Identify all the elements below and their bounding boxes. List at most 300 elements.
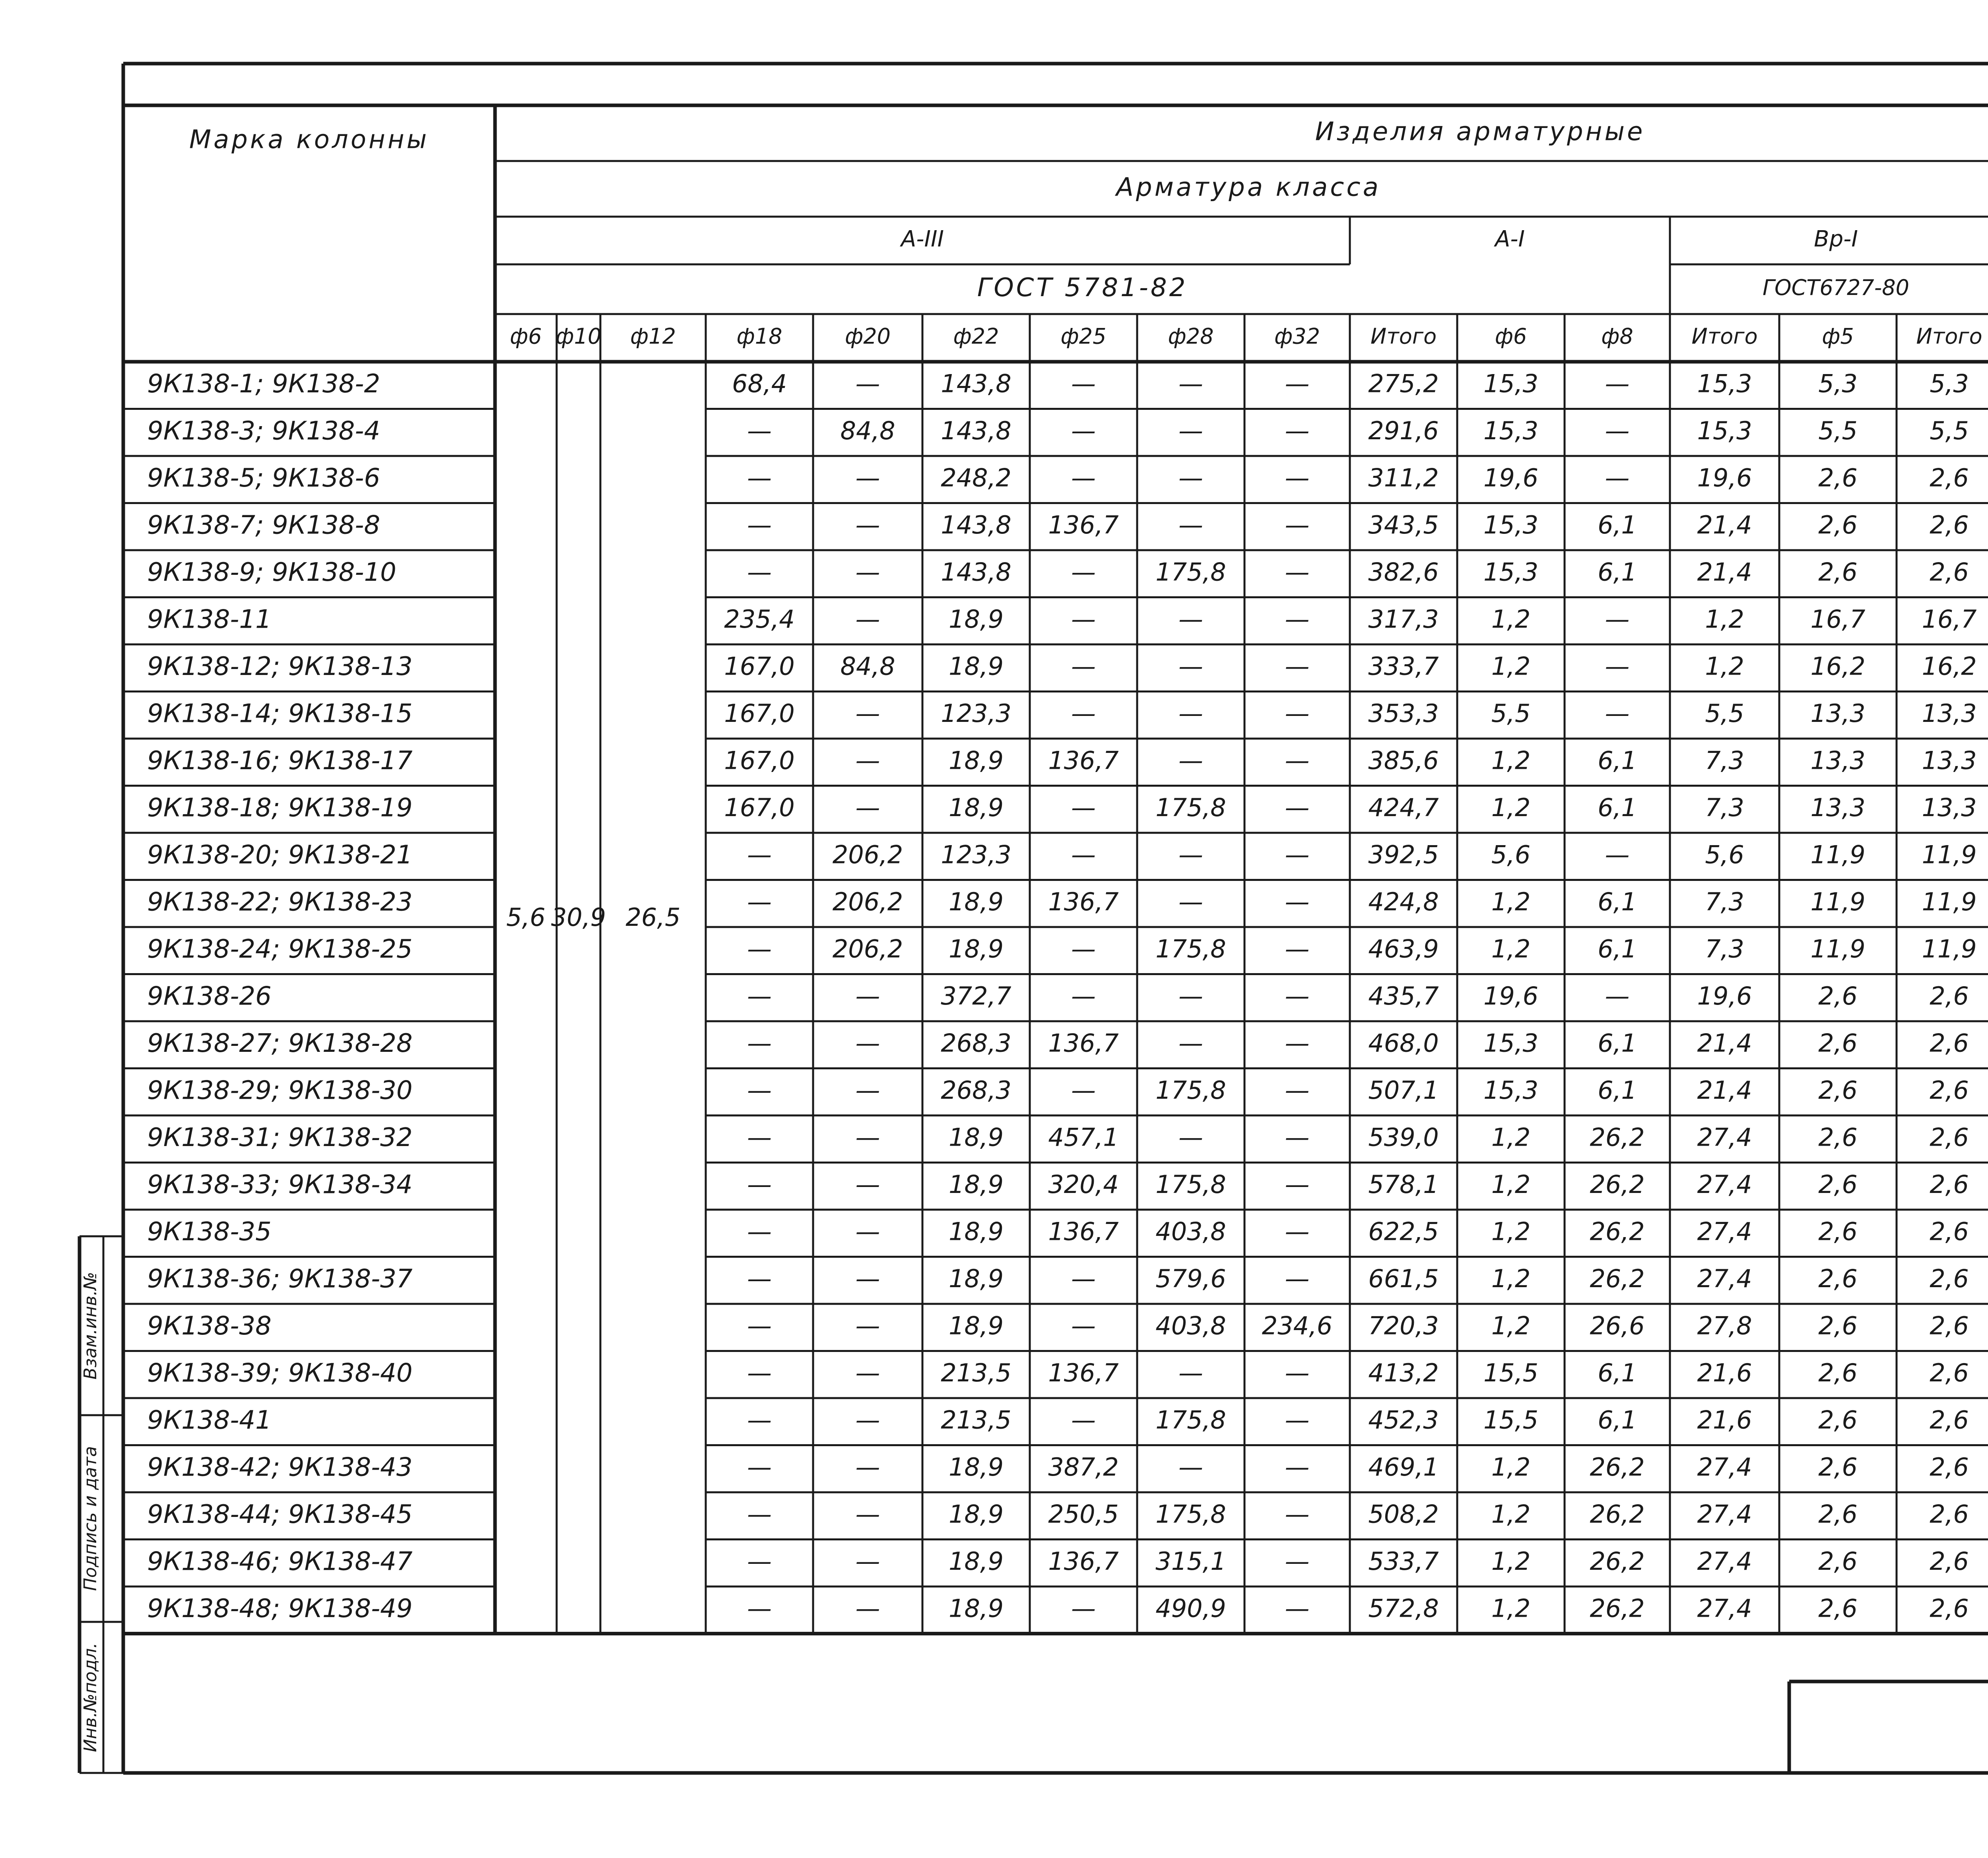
cell-f18: — (747, 463, 772, 493)
cell-a3_total: 424,7 (1368, 793, 1439, 822)
cell-a1_f8: 26,2 (1590, 1594, 1645, 1623)
cell-f25: 250,5 (1048, 1499, 1119, 1529)
cell-f20: — (855, 1594, 880, 1623)
cell-vr_total: 2,6 (1930, 1546, 1969, 1576)
cell-f25: — (1071, 1405, 1096, 1435)
cell-vr_total: 11,9 (1922, 934, 1977, 964)
row-mark: 9К138-5; 9К138-6 (147, 463, 381, 493)
row-mark: 9К138-26 (147, 981, 272, 1011)
cell-vr_f5: 2,6 (1818, 1264, 1858, 1293)
cell-a1_f6: 19,6 (1483, 463, 1539, 493)
cell-vr_f5: 2,6 (1818, 463, 1858, 493)
cell-a1_total: 27,4 (1697, 1264, 1752, 1293)
cell-a3_total: 661,5 (1368, 1264, 1439, 1293)
row-mark: 9К138-41 (147, 1405, 272, 1435)
cell-vr_f5: 2,6 (1818, 1546, 1858, 1576)
cell-a1_f8: 6,1 (1598, 934, 1637, 964)
cell-a1_f8: 6,1 (1598, 1028, 1637, 1058)
cell-f25: 136,7 (1048, 887, 1119, 916)
cell-a3_total: 311,2 (1368, 463, 1439, 493)
cell-a1_f8: 26,2 (1590, 1217, 1645, 1246)
row-mark: 9К138-7; 9К138-8 (147, 510, 381, 540)
cell-a3_total: 469,1 (1368, 1452, 1439, 1482)
cell-f20: — (855, 746, 880, 775)
cell-a1_total: 1,2 (1705, 652, 1744, 681)
cell-vr_f5: 11,9 (1810, 840, 1866, 869)
cell-f22: 248,2 (941, 463, 1011, 493)
cell-vr_total: 2,6 (1930, 1358, 1969, 1387)
cell-f32: — (1285, 1264, 1310, 1293)
cell-f32: — (1285, 1169, 1310, 1199)
cell-f25: — (1071, 1264, 1096, 1293)
cell-f18: — (747, 1594, 772, 1623)
cell-a3_total: 507,1 (1368, 1075, 1439, 1105)
cell-f18: — (747, 934, 772, 964)
cell-vr_total: 2,6 (1930, 1217, 1969, 1246)
row-mark: 9К138-22; 9К138-23 (147, 887, 413, 917)
cell-f28: — (1178, 1452, 1203, 1482)
cell-a1_f6: 1,2 (1491, 604, 1531, 634)
cell-f18: — (747, 1169, 772, 1199)
cell-f22: 18,9 (948, 1594, 1004, 1623)
cell-a3_total: 533,7 (1368, 1546, 1439, 1576)
class-vr1-label: Вр-I (1814, 226, 1858, 252)
cell-a1_f6: 1,2 (1491, 1594, 1531, 1623)
cell-f20: — (855, 463, 880, 493)
cell-f20: — (855, 1499, 880, 1529)
cell-a1_f8: 6,1 (1598, 1405, 1637, 1435)
cell-f32: — (1285, 934, 1310, 964)
cell-f25: — (1071, 1311, 1096, 1340)
cell-a1_f6: 1,2 (1491, 1123, 1531, 1152)
cell-a1_f8: 26,2 (1590, 1452, 1645, 1482)
cell-vr_total: 2,6 (1930, 1594, 1969, 1623)
cell-vr_f5: 2,6 (1818, 510, 1858, 539)
cell-a1_f6: 1,2 (1491, 887, 1531, 916)
cell-f32: — (1285, 793, 1310, 822)
cell-f32: — (1285, 1358, 1310, 1387)
cell-f20: — (855, 1405, 880, 1435)
cell-f28: — (1178, 698, 1203, 728)
row-mark: 9К138-20; 9К138-21 (147, 840, 413, 870)
cell-f25: 387,2 (1048, 1452, 1119, 1482)
cell-a1_f8: 6,1 (1598, 1358, 1637, 1387)
cell-vr_total: 2,6 (1930, 1311, 1969, 1340)
cell-f20: — (855, 369, 880, 398)
column-header: ф10 (555, 324, 602, 349)
cell-vr_f5: 2,6 (1818, 1028, 1858, 1058)
cell-f28: — (1178, 463, 1203, 493)
cell-f28: — (1178, 604, 1203, 634)
cell-vr_f5: 2,6 (1818, 557, 1858, 587)
cell-a1_f6: 5,6 (1491, 840, 1531, 869)
cell-a1_total: 27,8 (1697, 1311, 1752, 1340)
row-mark: 9К138-27; 9К138-28 (147, 1028, 413, 1058)
cell-a1_total: 5,5 (1705, 698, 1744, 728)
cell-a1_total: 7,3 (1705, 934, 1744, 964)
cell-a1_f8: — (1605, 652, 1630, 681)
cell-f28: — (1178, 840, 1203, 869)
cell-a1_f8: 6,1 (1598, 510, 1637, 539)
cell-f32: — (1285, 1405, 1310, 1435)
cell-f28: 175,8 (1155, 1499, 1226, 1529)
cell-f18: 167,0 (724, 793, 795, 822)
group-title: Изделия арматурные (1315, 117, 1645, 147)
cell-vr_f5: 2,6 (1818, 1452, 1858, 1482)
column-header: ф8 (1601, 324, 1633, 349)
cell-f20: 84,8 (840, 416, 895, 445)
cell-vr_f5: 16,2 (1810, 652, 1866, 681)
cell-f22: 268,3 (941, 1028, 1011, 1058)
cell-f25: — (1071, 1075, 1096, 1105)
cell-vr_total: 2,6 (1930, 1405, 1969, 1435)
cell-vr_f5: 2,6 (1818, 1217, 1858, 1246)
cell-f22: 143,8 (941, 369, 1011, 398)
cell-vr_f5: 2,6 (1818, 981, 1858, 1010)
cell-vr_f5: 2,6 (1818, 1075, 1858, 1105)
cell-a1_f6: 15,3 (1483, 1028, 1539, 1058)
cell-vr_f5: 2,6 (1818, 1169, 1858, 1199)
cell-a3_total: 291,6 (1368, 416, 1439, 445)
row-mark: 9К138-46; 9К138-47 (147, 1547, 413, 1577)
row-mark: 9К138-18; 9К138-19 (147, 793, 413, 823)
row-mark: 9К138-24; 9К138-25 (147, 934, 413, 964)
cell-vr_f5: 13,3 (1810, 746, 1866, 775)
row-mark: 9К138-3; 9К138-4 (147, 416, 381, 446)
merged-a3-f10: 30,9 (551, 903, 606, 932)
cell-f22: 143,8 (941, 510, 1011, 539)
cell-f32: — (1285, 1499, 1310, 1529)
cell-vr_f5: 13,3 (1810, 698, 1866, 728)
cell-a1_f6: 15,3 (1483, 510, 1539, 539)
cell-a1_f6: 1,2 (1491, 1264, 1531, 1293)
cell-f18: — (747, 1311, 772, 1340)
cell-vr_total: 13,3 (1922, 746, 1977, 775)
cell-a1_f6: 15,3 (1483, 557, 1539, 587)
cell-f25: 136,7 (1048, 1358, 1119, 1387)
cell-f25: — (1071, 369, 1096, 398)
class-a3-label: А-III (901, 226, 944, 252)
cell-a3_total: 317,3 (1368, 604, 1439, 634)
cell-f28: 403,8 (1155, 1311, 1226, 1340)
cell-a1_f8: 26,2 (1590, 1546, 1645, 1576)
cell-f18: — (747, 416, 772, 445)
cell-f32: — (1285, 1546, 1310, 1576)
cell-a3_total: 424,8 (1368, 887, 1439, 916)
cell-f18: — (747, 1405, 772, 1435)
cell-vr_total: 11,9 (1922, 887, 1977, 916)
cell-f32: — (1285, 652, 1310, 681)
cell-f32: — (1285, 557, 1310, 587)
cell-f32: — (1285, 1452, 1310, 1482)
cell-f20: — (855, 1358, 880, 1387)
cell-a1_f6: 1,2 (1491, 1452, 1531, 1482)
cell-f32: — (1285, 604, 1310, 634)
cell-vr_total: 11,9 (1922, 840, 1977, 869)
cell-f32: — (1285, 463, 1310, 493)
cell-f20: — (855, 1452, 880, 1482)
cell-vr_f5: 2,6 (1818, 1499, 1858, 1529)
cell-vr_total: 2,6 (1930, 463, 1969, 493)
side-strip-label: Инв.№подл. (80, 1643, 101, 1752)
cell-a1_total: 27,4 (1697, 1169, 1752, 1199)
row-mark: 9К138-39; 9К138-40 (147, 1358, 413, 1388)
cell-f22: 268,3 (941, 1075, 1011, 1105)
cell-a1_total: 21,6 (1697, 1358, 1752, 1387)
cell-a3_total: 343,5 (1368, 510, 1439, 539)
cell-f28: — (1178, 1028, 1203, 1058)
cell-f20: — (855, 793, 880, 822)
cell-f22: 213,5 (941, 1358, 1011, 1387)
cell-a3_total: 435,7 (1368, 981, 1439, 1010)
cell-f25: — (1071, 981, 1096, 1010)
cell-f28: — (1178, 652, 1203, 681)
cell-a1_total: 19,6 (1697, 981, 1752, 1010)
cell-vr_total: 2,6 (1930, 1452, 1969, 1482)
column-header: ф6 (1495, 324, 1527, 349)
cell-f25: 136,7 (1048, 510, 1119, 539)
cell-vr_f5: 5,5 (1818, 416, 1858, 445)
cell-f25: — (1071, 934, 1096, 964)
cell-f32: — (1285, 1594, 1310, 1623)
gost-a3-label: ГОСТ 5781-82 (977, 273, 1188, 303)
cell-f28: — (1178, 746, 1203, 775)
cell-a1_total: 27,4 (1697, 1499, 1752, 1529)
cell-f32: — (1285, 1028, 1310, 1058)
column-header: ф28 (1168, 324, 1214, 349)
cell-f18: 167,0 (724, 698, 795, 728)
cell-f28: 175,8 (1155, 793, 1226, 822)
cell-a1_total: 27,4 (1697, 1594, 1752, 1623)
class-a1-label: А-I (1495, 226, 1525, 252)
cell-f22: 18,9 (948, 746, 1004, 775)
cell-f25: 136,7 (1048, 1546, 1119, 1576)
cell-vr_total: 2,6 (1930, 1075, 1969, 1105)
cell-f25: — (1071, 1594, 1096, 1623)
cell-f28: — (1178, 369, 1203, 398)
cell-f18: — (747, 1452, 772, 1482)
cell-a1_f6: 15,3 (1483, 416, 1539, 445)
row-mark: 9К138-44; 9К138-45 (147, 1499, 413, 1529)
cell-f18: — (747, 1264, 772, 1293)
cell-a1_total: 19,6 (1697, 463, 1752, 493)
cell-f22: 143,8 (941, 416, 1011, 445)
row-mark: 9К138-9; 9К138-10 (147, 557, 396, 587)
cell-f32: — (1285, 887, 1310, 916)
cell-f25: — (1071, 793, 1096, 822)
cell-a1_f8: 26,2 (1590, 1499, 1645, 1529)
reinforcement-class-title: Арматура класса (1116, 173, 1381, 202)
row-mark: 9К138-12; 9К138-13 (147, 652, 413, 681)
cell-a1_total: 21,4 (1697, 557, 1752, 587)
cell-f32: — (1285, 698, 1310, 728)
cell-f18: — (747, 840, 772, 869)
cell-a3_total: 452,3 (1368, 1405, 1439, 1435)
cell-a1_total: 7,3 (1705, 746, 1744, 775)
cell-f22: 213,5 (941, 1405, 1011, 1435)
cell-vr_f5: 16,7 (1810, 604, 1866, 634)
cell-a1_f8: 6,1 (1598, 1075, 1637, 1105)
row-mark: 9К138-38 (147, 1311, 272, 1341)
cell-f28: 579,6 (1155, 1264, 1226, 1293)
cell-f28: 175,8 (1155, 1075, 1226, 1105)
row-mark: 9К138-11 (147, 605, 272, 634)
cell-a1_total: 21,4 (1697, 1075, 1752, 1105)
cell-a1_total: 27,4 (1697, 1123, 1752, 1152)
cell-f20: — (855, 1169, 880, 1199)
row-mark: 9К138-29; 9К138-30 (147, 1076, 413, 1105)
column-header: Итого (1370, 324, 1437, 349)
cell-f20: 84,8 (840, 652, 895, 681)
cell-f18: — (747, 1358, 772, 1387)
cell-f20: — (855, 981, 880, 1010)
cell-a1_f6: 19,6 (1483, 981, 1539, 1010)
cell-a3_total: 392,5 (1368, 840, 1439, 869)
cell-a1_total: 21,4 (1697, 1028, 1752, 1058)
cell-a1_total: 15,3 (1697, 369, 1752, 398)
row-mark: 9К138-16; 9К138-17 (147, 746, 413, 776)
cell-f18: — (747, 1217, 772, 1246)
cell-f22: 18,9 (948, 934, 1004, 964)
cell-f22: 123,3 (941, 698, 1011, 728)
cell-vr_total: 2,6 (1930, 1123, 1969, 1152)
cell-f18: — (747, 981, 772, 1010)
side-strip-label: Подпись и дата (80, 1446, 101, 1591)
cell-a1_total: 7,3 (1705, 793, 1744, 822)
cell-a1_f6: 15,5 (1483, 1358, 1539, 1387)
cell-vr_total: 2,6 (1930, 1264, 1969, 1293)
cell-a1_f8: 6,1 (1598, 557, 1637, 587)
cell-f32: — (1285, 416, 1310, 445)
cell-a3_total: 333,7 (1368, 652, 1439, 681)
cell-f25: — (1071, 604, 1096, 634)
cell-f25: — (1071, 698, 1096, 728)
cell-f22: 18,9 (948, 1264, 1004, 1293)
column-header: ф22 (953, 324, 999, 349)
cell-a3_total: 622,5 (1368, 1217, 1439, 1246)
cell-vr_total: 5,3 (1930, 369, 1969, 398)
gost-vr1-label: ГОСТ6727-80 (1763, 275, 1909, 301)
cell-f28: 315,1 (1155, 1546, 1226, 1576)
cell-a1_f8: 6,1 (1598, 887, 1637, 916)
cell-a1_f6: 1,2 (1491, 934, 1531, 964)
cell-a1_f6: 15,3 (1483, 369, 1539, 398)
cell-f25: 320,4 (1048, 1169, 1119, 1199)
cell-f32: — (1285, 746, 1310, 775)
cell-f22: 18,9 (948, 1169, 1004, 1199)
cell-a1_f8: 26,2 (1590, 1123, 1645, 1152)
cell-a3_total: 413,2 (1368, 1358, 1439, 1387)
cell-vr_f5: 5,3 (1818, 369, 1858, 398)
cell-a1_f6: 1,2 (1491, 1311, 1531, 1340)
cell-f32: — (1285, 1123, 1310, 1152)
cell-f20: — (855, 698, 880, 728)
cell-f25: — (1071, 463, 1096, 493)
cell-f32: — (1285, 1075, 1310, 1105)
cell-f18: — (747, 1075, 772, 1105)
cell-f28: 403,8 (1155, 1217, 1226, 1246)
cell-a1_total: 15,3 (1697, 416, 1752, 445)
cell-f18: 68,4 (732, 369, 787, 398)
cell-a3_total: 578,1 (1368, 1169, 1439, 1199)
cell-f20: 206,2 (832, 840, 903, 869)
cell-a1_f8: 26,2 (1590, 1264, 1645, 1293)
cell-f28: — (1178, 1123, 1203, 1152)
cell-vr_total: 2,6 (1930, 510, 1969, 539)
cell-f22: 143,8 (941, 557, 1011, 587)
cell-vr_f5: 11,9 (1810, 887, 1866, 916)
cell-f18: — (747, 1028, 772, 1058)
cell-f22: 372,7 (941, 981, 1011, 1010)
cell-f18: — (747, 1499, 772, 1529)
cell-f20: 206,2 (832, 887, 903, 916)
cell-f22: 18,9 (948, 1546, 1004, 1576)
cell-f25: — (1071, 840, 1096, 869)
cell-vr_total: 2,6 (1930, 557, 1969, 587)
cell-a3_total: 385,6 (1368, 746, 1439, 775)
cell-f25: — (1071, 416, 1096, 445)
cell-a1_total: 21,4 (1697, 510, 1752, 539)
cell-vr_total: 2,6 (1930, 1169, 1969, 1199)
cell-f28: — (1178, 1358, 1203, 1387)
cell-a1_f6: 1,2 (1491, 652, 1531, 681)
cell-f25: 136,7 (1048, 1217, 1119, 1246)
cell-a1_total: 27,4 (1697, 1546, 1752, 1576)
cell-f32: — (1285, 981, 1310, 1010)
cell-f22: 18,9 (948, 1217, 1004, 1246)
cell-a1_total: 27,4 (1697, 1217, 1752, 1246)
merged-a3-f6: 5,6 (506, 903, 546, 932)
cell-a3_total: 275,2 (1368, 369, 1439, 398)
cell-vr_f5: 2,6 (1818, 1123, 1858, 1152)
cell-vr_total: 5,5 (1930, 416, 1969, 445)
merged-a3-f12: 26,5 (625, 903, 681, 932)
cell-vr_f5: 2,6 (1818, 1405, 1858, 1435)
column-header: Итого (1916, 324, 1982, 349)
cell-vr_total: 2,6 (1930, 981, 1969, 1010)
cell-a1_f8: — (1605, 416, 1630, 445)
cell-a1_f6: 1,2 (1491, 746, 1531, 775)
cell-f20: — (855, 557, 880, 587)
cell-f32: 234,6 (1262, 1311, 1333, 1340)
cell-f25: — (1071, 652, 1096, 681)
cell-a1_total: 7,3 (1705, 887, 1744, 916)
cell-f22: 123,3 (941, 840, 1011, 869)
row-mark: 9К138-31; 9К138-32 (147, 1123, 413, 1152)
cell-a1_f8: 26,6 (1590, 1311, 1645, 1340)
cell-f32: — (1285, 369, 1310, 398)
cell-vr_total: 2,6 (1930, 1028, 1969, 1058)
cell-a1_total: 5,6 (1705, 840, 1744, 869)
cell-a3_total: 382,6 (1368, 557, 1439, 587)
side-strip-label: Взам.инв.№ (80, 1272, 101, 1380)
cell-f32: — (1285, 510, 1310, 539)
cell-f18: — (747, 887, 772, 916)
cell-vr_f5: 2,6 (1818, 1311, 1858, 1340)
cell-f28: 175,8 (1155, 934, 1226, 964)
cell-f32: — (1285, 840, 1310, 869)
row-mark: 9К138-14; 9К138-15 (147, 699, 413, 729)
cell-a1_total: 1,2 (1705, 604, 1744, 634)
cell-f22: 18,9 (948, 652, 1004, 681)
cell-f20: — (855, 1546, 880, 1576)
cell-f20: — (855, 1075, 880, 1105)
cell-f28: 175,8 (1155, 1405, 1226, 1435)
column-header: Итого (1691, 324, 1758, 349)
cell-f28: — (1178, 981, 1203, 1010)
cell-f18: 235,4 (724, 604, 795, 634)
cell-a3_total: 720,3 (1368, 1311, 1439, 1340)
